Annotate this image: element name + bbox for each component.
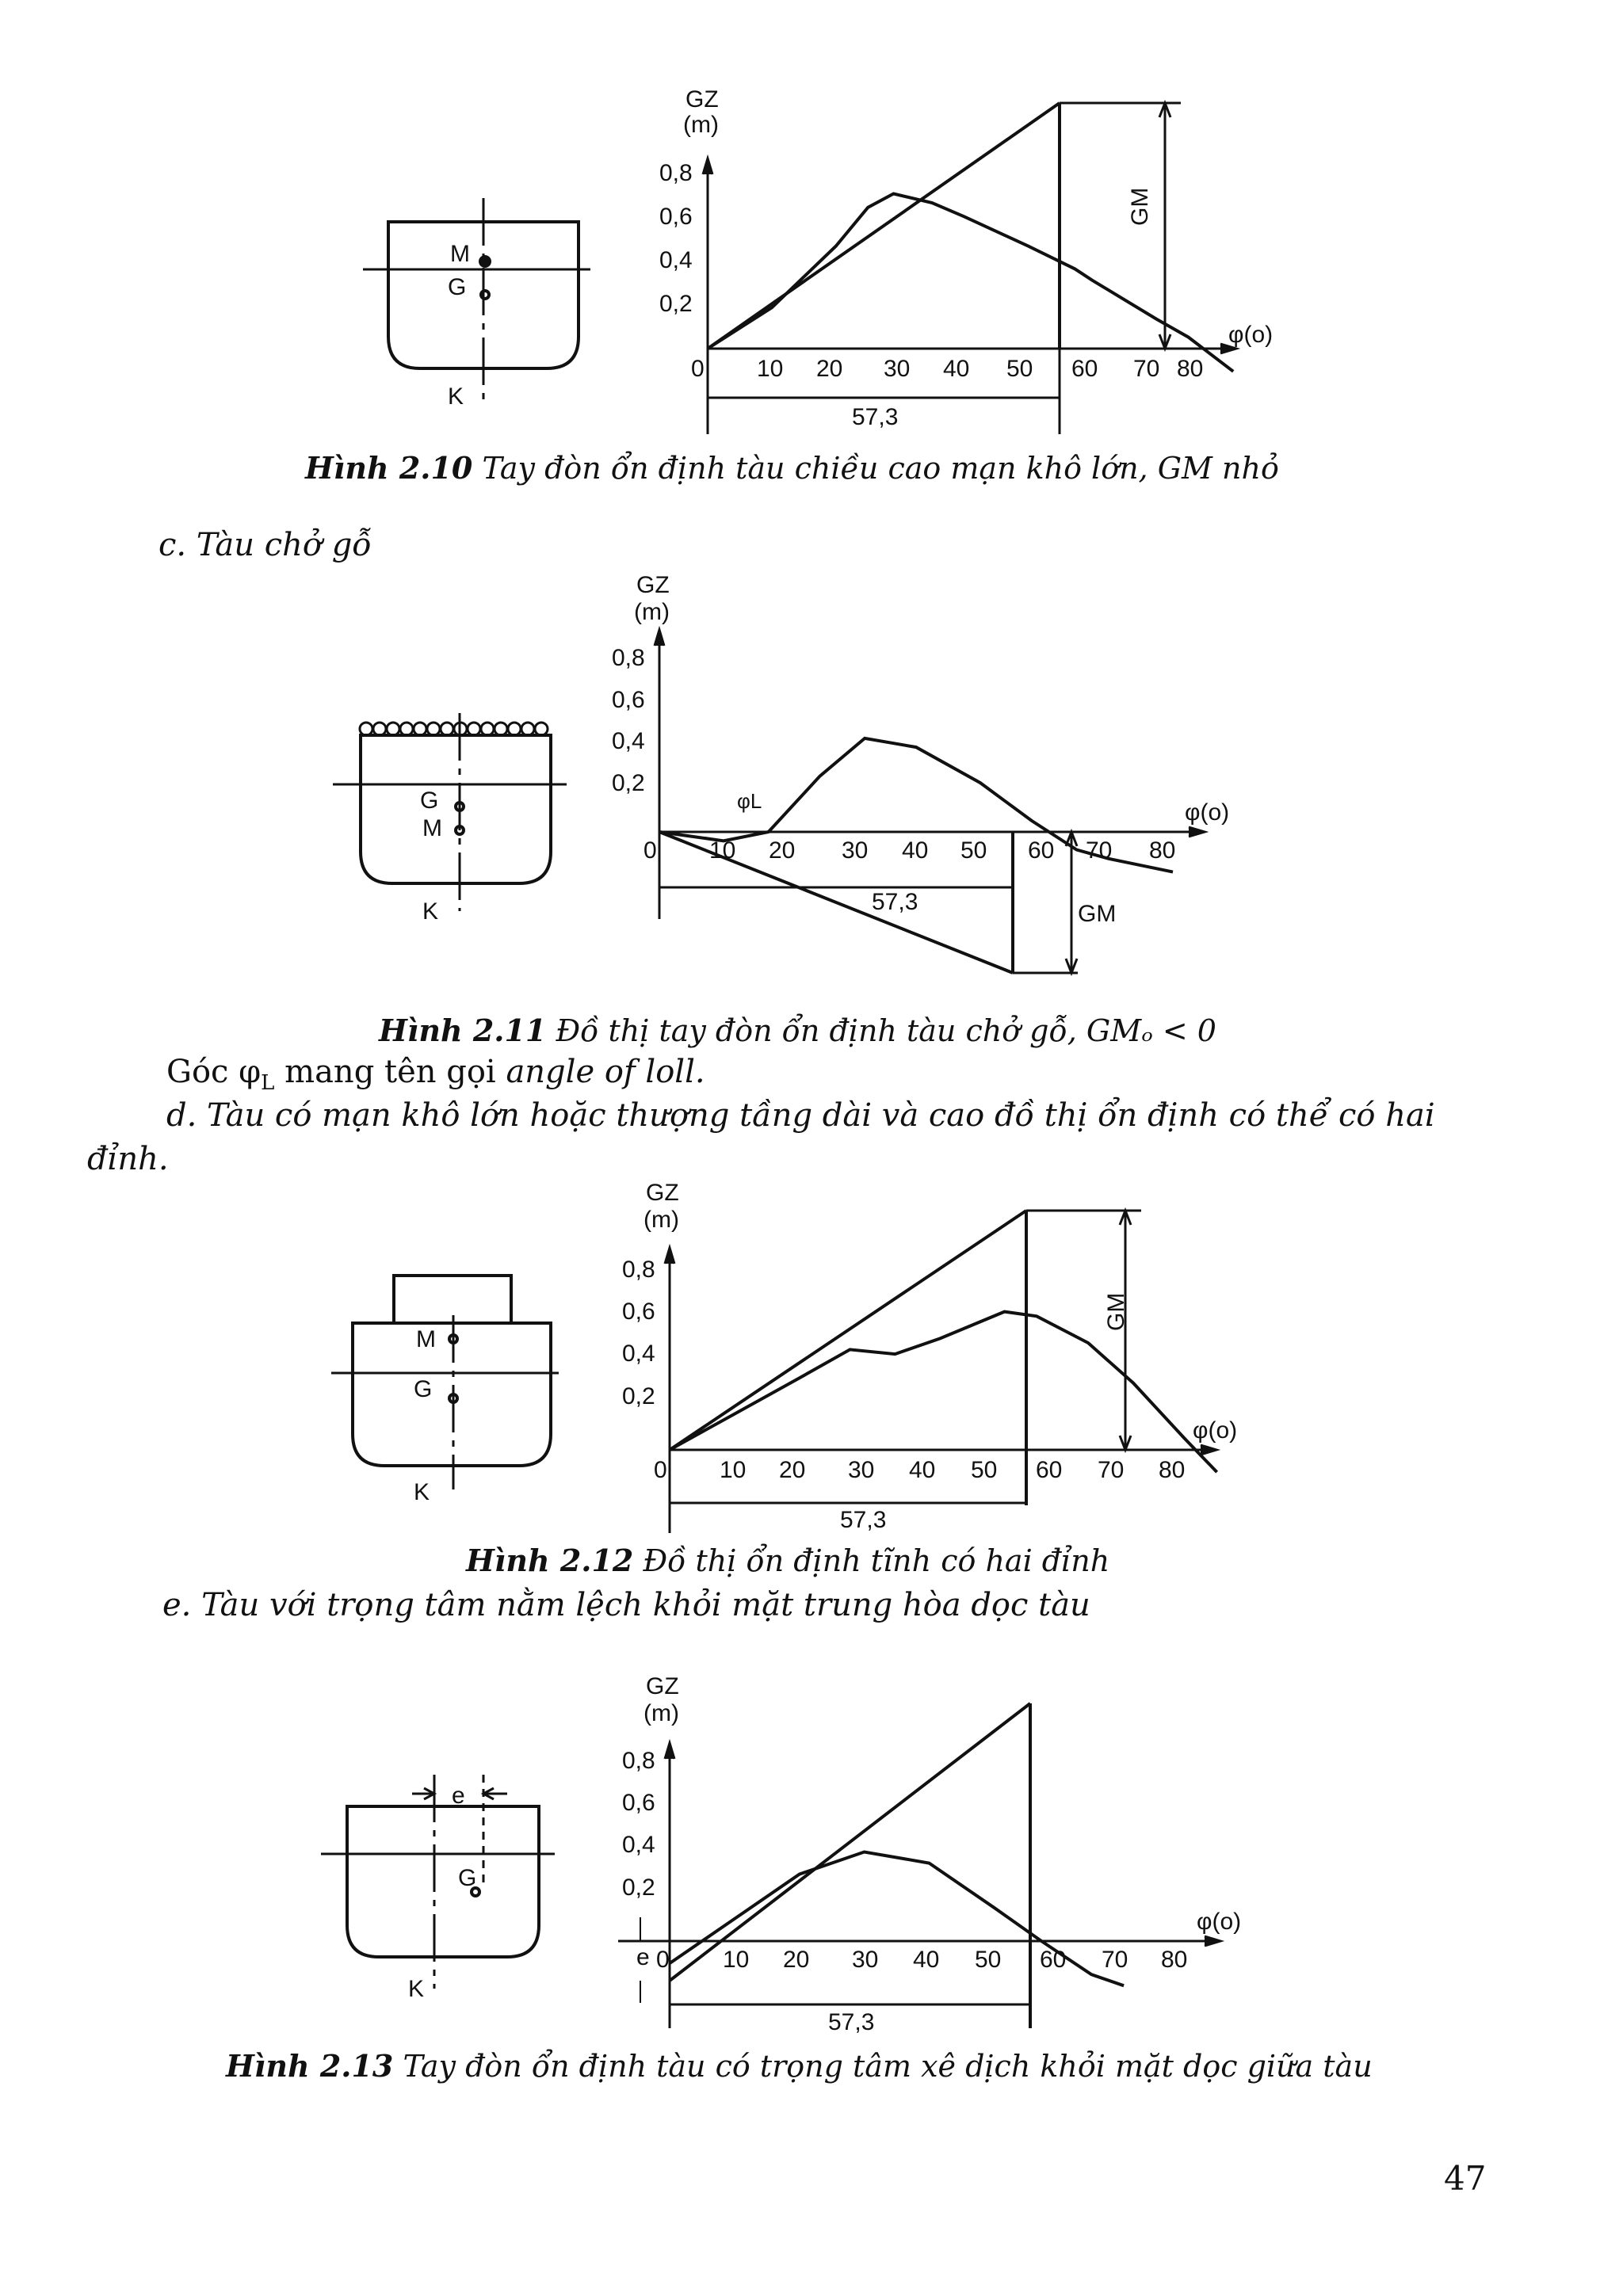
hull-label-e: e	[452, 1783, 465, 1809]
x-tick: 70	[1086, 837, 1113, 864]
x-tick: 60	[1036, 1457, 1063, 1483]
caption-number: Hình 2.13	[226, 2048, 394, 2084]
y-tick: 0,6	[612, 687, 645, 713]
hull-label-g: G	[414, 1376, 433, 1402]
hull-label-k: K	[408, 1976, 425, 2002]
gm-label: GM	[1127, 187, 1153, 226]
page-number: 47	[1444, 2159, 1487, 2198]
y-axis-label-unit: (m)	[683, 112, 719, 138]
y-axis-label-gz: GZ	[646, 1673, 679, 1699]
y-tick: 0,2	[659, 291, 693, 317]
loll-sentence-term: angle of loll.	[506, 1054, 705, 1090]
gm-label: GM	[1103, 1292, 1129, 1331]
caption-number: Hình 2.12	[466, 1543, 634, 1578]
caption-number: Hình 2.11	[379, 1013, 547, 1048]
x-tick: 50	[971, 1457, 998, 1483]
x-tick: 10	[723, 1947, 750, 1973]
y-axis-label-unit: (m)	[643, 1207, 679, 1233]
x-tick: 80	[1161, 1947, 1188, 1973]
loll-angle-label: φL	[737, 789, 762, 813]
loll-sentence-part2: mang tên gọi	[274, 1054, 506, 1090]
x-tick: 70	[1102, 1947, 1128, 1973]
x-tick: 80	[1177, 356, 1204, 382]
x-tick: 60	[1040, 1947, 1067, 1973]
caption-text: Đồ thị ổn định tĩnh có hai đỉnh	[643, 1543, 1110, 1578]
y-tick: 0,2	[612, 770, 645, 796]
span-label: 57,3	[872, 889, 918, 915]
y-tick: 0,8	[622, 1748, 655, 1774]
y-axis-label-unit: (m)	[643, 1700, 679, 1726]
x-tick: 30	[884, 356, 911, 382]
caption-2-13	[226, 2048, 1373, 2084]
hull-label-g: G	[458, 1865, 477, 1891]
hull-label-k: K	[448, 383, 464, 410]
x-tick: 50	[975, 1947, 1002, 1973]
hull-label-g: G	[420, 788, 439, 814]
section-d-line2: đỉnh.	[87, 1141, 169, 1177]
y-tick: 0,2	[622, 1875, 655, 1901]
x-tick: 60	[1071, 356, 1098, 382]
x-tick: 40	[943, 356, 970, 382]
loll-sentence-sub: L	[261, 1071, 275, 1095]
loll-sentence-part1: Góc φ	[166, 1054, 262, 1090]
x-tick: 50	[1006, 356, 1033, 382]
y-tick: 0,6	[622, 1790, 655, 1816]
x-tick: 10	[709, 837, 736, 864]
y-tick: 0,8	[659, 160, 693, 186]
span-label: 57,3	[840, 1507, 887, 1533]
x-axis-label: φ(o)	[1193, 1417, 1238, 1444]
y-tick: 0,4	[659, 247, 693, 273]
hull-label-m: M	[422, 815, 442, 841]
y-ticks-2-13	[622, 1748, 670, 1973]
x-axis-label: φ(o)	[1228, 322, 1274, 348]
span-label: 57,3	[828, 2009, 875, 2035]
y-tick: 0	[654, 1457, 667, 1483]
y-axis-label-gz: GZ	[646, 1180, 679, 1206]
gm-construction-2-13	[640, 1703, 1030, 2028]
y-tick: 0,6	[622, 1299, 655, 1325]
x-tick: 70	[1098, 1457, 1125, 1483]
hull-label-k: K	[422, 898, 439, 925]
y-tick: 0,4	[622, 1832, 655, 1858]
x-axis-label: φ(o)	[1185, 799, 1230, 826]
span-label: 57,3	[852, 404, 899, 430]
x-tick: 10	[757, 356, 784, 382]
x-tick: 30	[852, 1947, 879, 1973]
section-e-heading: e. Tàu với trọng tâm nằm lệch khỏi mặt trung hòa dọc tàu	[162, 1587, 1090, 1623]
section-c-heading: c. Tàu chở gỗ	[158, 527, 372, 563]
hull-label-k: K	[414, 1479, 430, 1505]
x-tick: 40	[902, 837, 929, 864]
caption-number: Hình 2.10	[305, 450, 473, 486]
y-tick: 0,6	[659, 204, 693, 230]
x-tick: 20	[783, 1947, 810, 1973]
x-tick: 30	[848, 1457, 875, 1483]
x-ticks-2-13	[723, 1947, 1187, 1973]
x-tick: 30	[842, 837, 869, 864]
hull-label-g: G	[448, 274, 467, 300]
caption-text: Tay đòn ổn định tàu có trọng tâm xê dịch khỏi mặt dọc giữa tàu	[403, 2049, 1373, 2084]
x-tick: 60	[1028, 837, 1055, 864]
y-tick: 0,4	[622, 1341, 655, 1367]
y-axis-label-gz: GZ	[636, 572, 670, 598]
y-tick: 0	[691, 356, 705, 382]
y-tick: 0,4	[612, 728, 645, 754]
caption-text: Tay đòn ổn định tàu chiều cao mạn khô lớn, GM nhỏ	[482, 451, 1279, 486]
x-tick: 20	[779, 1457, 806, 1483]
x-tick: 50	[960, 837, 987, 864]
x-tick: 20	[769, 837, 796, 864]
section-d-line1: d. Tàu có mạn khô lớn hoặc thượng tầng dài và cao đồ thị ổn định có thể có hai	[166, 1097, 1435, 1134]
hull-diagram-2-13	[321, 1775, 555, 1989]
caption-text: Đồ thị tay đòn ổn định tàu chở gỗ, GMₒ < 0	[556, 1013, 1216, 1048]
y-tick: 0,2	[622, 1383, 655, 1409]
x-tick: 80	[1159, 1457, 1186, 1483]
y-axis-label-unit: (m)	[634, 599, 670, 625]
x-tick: 10	[720, 1457, 747, 1483]
gm-label: GM	[1078, 901, 1117, 927]
y-tick: 0,8	[612, 645, 645, 671]
x-tick: 70	[1133, 356, 1160, 382]
hull-label-m: M	[450, 241, 470, 267]
y-tick: 0,8	[622, 1257, 655, 1283]
x-axis-label: φ(o)	[1197, 1909, 1242, 1935]
x-tick: 40	[909, 1457, 936, 1483]
y-tick: 0	[656, 1947, 670, 1973]
e-offset-label: e	[636, 1944, 650, 1970]
y-tick: 0	[643, 837, 657, 864]
x-tick: 20	[816, 356, 843, 382]
x-tick: 40	[913, 1947, 940, 1973]
y-axis-label-gz: GZ	[685, 86, 719, 113]
hull-label-m: M	[416, 1326, 436, 1352]
x-tick: 80	[1149, 837, 1176, 864]
